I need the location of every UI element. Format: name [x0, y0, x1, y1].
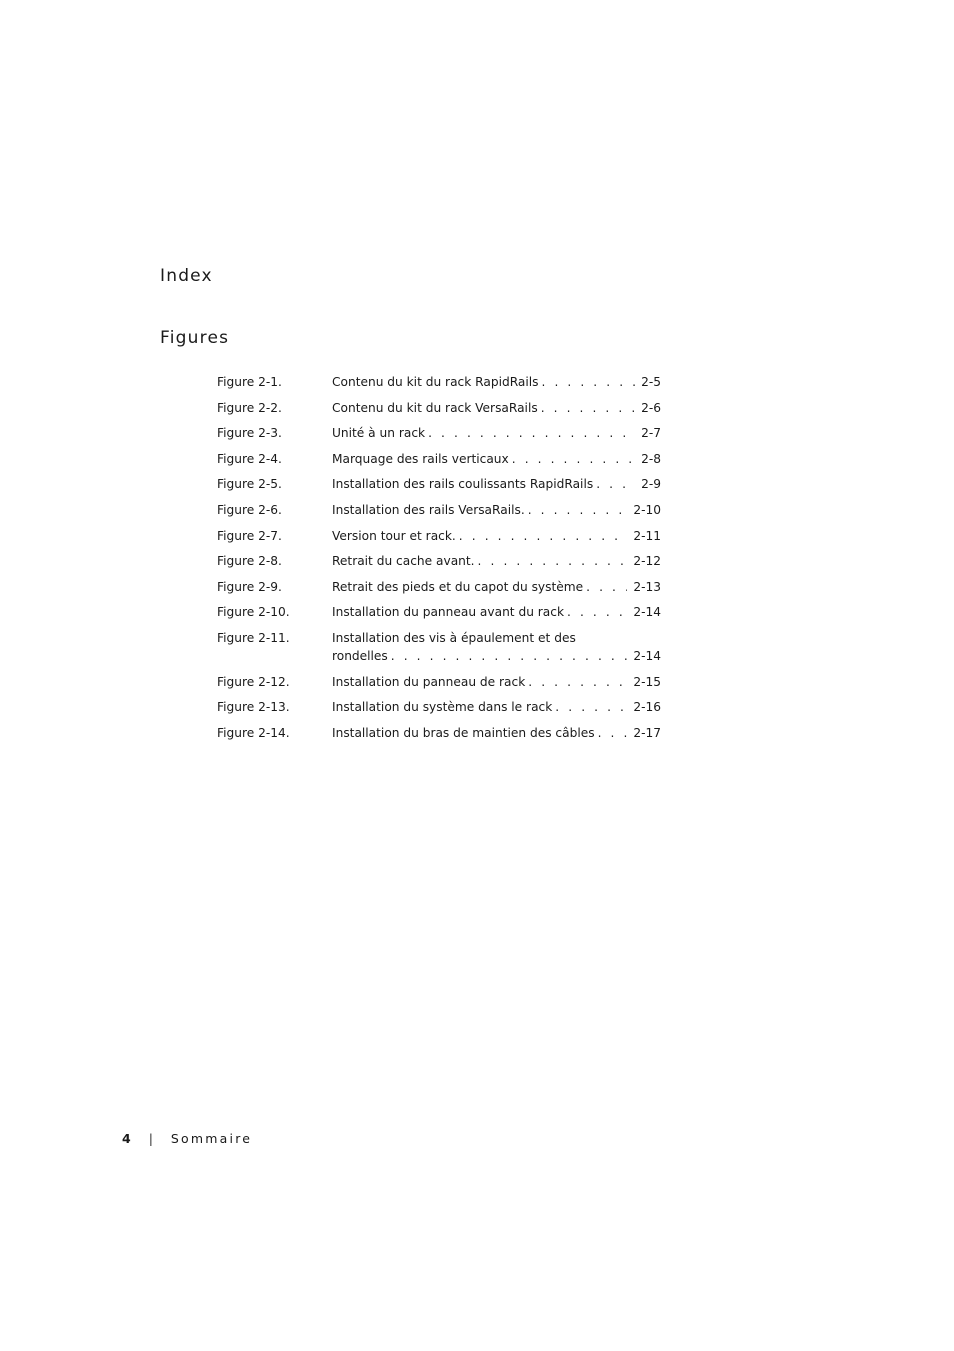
- figure-page: 2-11: [633, 528, 661, 543]
- figure-entry[interactable]: [217, 527, 661, 545]
- page-footer: [122, 1131, 252, 1146]
- figure-page: 2-13: [633, 579, 661, 594]
- figure-number: Figure 2-5.: [217, 477, 282, 492]
- figure-title: Marquage des rails verticaux: [332, 451, 509, 466]
- figure-page: 2-17: [633, 725, 661, 740]
- figures-heading[interactable]: Figures: [160, 328, 230, 348]
- figure-title: Installation des rails coulissants RapidRails: [332, 477, 594, 492]
- page-number: 4: [122, 1131, 131, 1146]
- leader-dots: [539, 373, 636, 391]
- figure-title: Contenu du kit du rack VersaRails: [332, 400, 538, 415]
- figure-page: 2-7: [641, 426, 661, 441]
- figure-number: Figure 2-1.: [217, 375, 282, 389]
- leader-dots: [564, 603, 627, 621]
- figure-number: Figure 2-4.: [217, 451, 282, 466]
- figure-page: 2-15: [633, 674, 661, 689]
- leader-dots: [509, 450, 635, 468]
- leader-dots: [583, 578, 627, 596]
- figure-title: Retrait des pieds et du capot du système: [332, 579, 584, 594]
- figure-number: Figure 2-13.: [217, 700, 290, 715]
- leader-dots: [538, 399, 635, 417]
- figure-number: Figure 2-6.: [217, 502, 282, 517]
- figure-number: Figure 2-7.: [217, 528, 282, 543]
- figure-page: 2-6: [641, 400, 661, 415]
- leader-dots: [593, 475, 635, 493]
- figure-entry[interactable]: [217, 552, 661, 570]
- figure-title: Installation du bras de maintien des câbles: [332, 725, 595, 740]
- leader-dots: [425, 424, 635, 442]
- leader-dots: [388, 647, 628, 665]
- figure-page: 2-5: [641, 375, 661, 389]
- figure-title: Installation des rails VersaRails.: [332, 502, 525, 517]
- figure-number: Figure 2-10.: [217, 605, 290, 620]
- figure-entry[interactable]: [217, 673, 661, 691]
- figure-title: Installation du panneau avant du rack: [332, 605, 565, 620]
- figure-title: Version tour et rack.: [332, 528, 456, 543]
- figure-page: 2-16: [633, 700, 661, 715]
- figure-title: Installation du panneau de rack: [332, 674, 526, 689]
- figure-number: Figure 2-9.: [217, 579, 282, 594]
- figure-title: rondelles: [332, 648, 388, 663]
- figure-number: Figure 2-14.: [217, 725, 290, 740]
- figure-title: Installation du système dans le rack: [332, 700, 553, 715]
- leader-dots: [475, 552, 628, 570]
- figure-title: Unité à un rack: [332, 426, 426, 441]
- figure-page: 2-8: [641, 451, 661, 466]
- figure-page: 2-10: [633, 502, 661, 517]
- figure-page: 2-14: [633, 648, 661, 663]
- index-heading[interactable]: Index: [160, 266, 213, 286]
- figure-entry[interactable]: [217, 603, 661, 621]
- figures-list: [217, 373, 661, 749]
- figure-page: 2-12: [633, 554, 661, 569]
- figure-entry[interactable]: [217, 578, 661, 596]
- figure-entry[interactable]: [217, 501, 661, 519]
- figure-number: Figure 2-2.: [217, 400, 282, 415]
- figure-entry[interactable]: [217, 373, 661, 391]
- figure-entry[interactable]: [217, 450, 661, 468]
- figure-number: Figure 2-11.: [217, 630, 290, 645]
- leader-dots: [456, 527, 628, 545]
- leader-dots: [552, 698, 627, 716]
- figure-number: Figure 2-12.: [217, 674, 290, 689]
- footer-section-title: Sommaire: [170, 1131, 253, 1146]
- figure-entry[interactable]: [217, 724, 661, 742]
- footer-separator: |: [148, 1131, 153, 1146]
- figure-entry[interactable]: [217, 399, 661, 417]
- figure-entry[interactable]: [217, 629, 661, 665]
- figure-title: Contenu du kit du rack RapidRails: [332, 375, 539, 389]
- leader-dots: [525, 501, 628, 519]
- figure-entry[interactable]: [217, 475, 661, 493]
- figure-number: Figure 2-8.: [217, 554, 282, 569]
- figure-entry[interactable]: [217, 424, 661, 442]
- leader-dots: [525, 673, 627, 691]
- figure-title: Retrait du cache avant.: [332, 554, 475, 569]
- figure-number: Figure 2-3.: [217, 426, 282, 441]
- leader-dots: [595, 724, 628, 742]
- figure-title-line1: Installation des vis à épaulement et des: [332, 630, 576, 645]
- figure-page: 2-14: [633, 605, 661, 620]
- figure-entry[interactable]: [217, 698, 661, 716]
- figure-page: 2-9: [641, 477, 661, 492]
